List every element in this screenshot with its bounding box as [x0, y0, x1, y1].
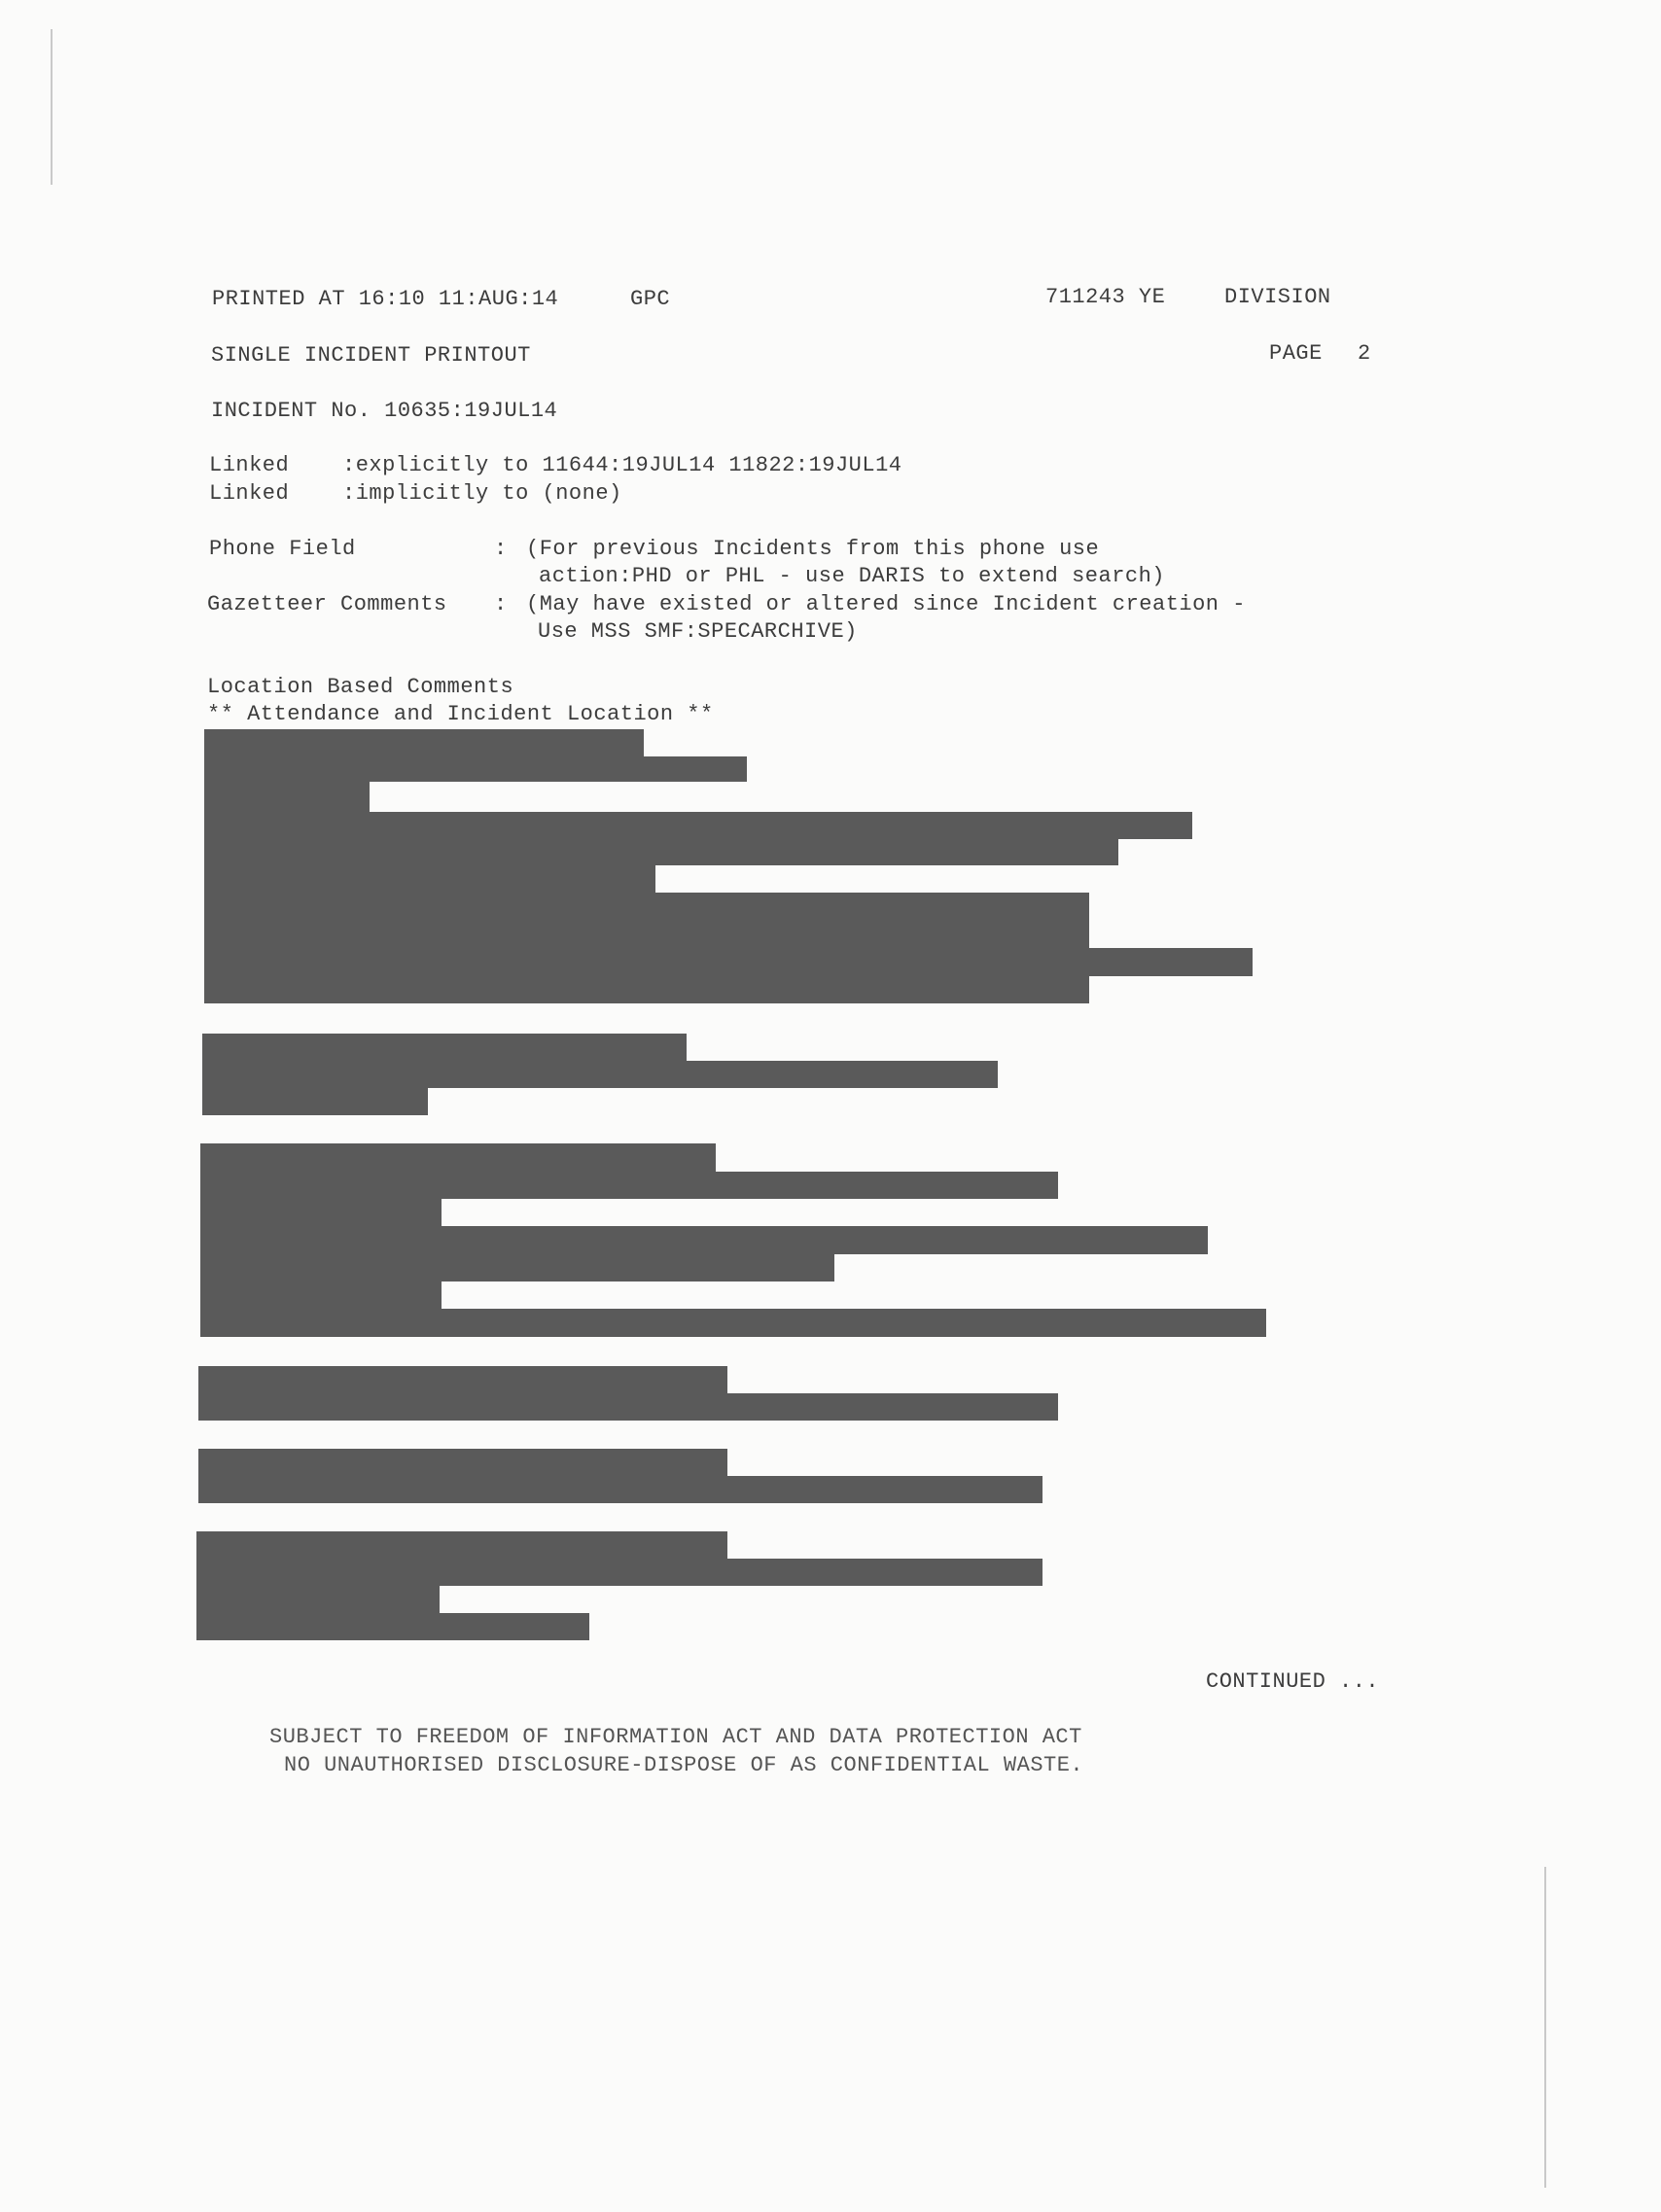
page-number: 2	[1358, 341, 1371, 366]
gazetteer-sep: :	[494, 592, 508, 616]
phone-field-sep: :	[494, 537, 508, 561]
continued-label: CONTINUED ...	[1206, 1669, 1380, 1694]
linked-explicit-text: :explicitly to 11644:19JUL14 11822:19JUL14	[342, 453, 902, 477]
gpc-label: GPC	[630, 287, 671, 311]
scan-edge-right	[1544, 1867, 1546, 2188]
linked-implicit-text: :implicitly to (none)	[342, 481, 622, 506]
incident-number: INCIDENT No. 10635:19JUL14	[211, 399, 558, 423]
document-title: SINGLE INCIDENT PRINTOUT	[211, 343, 531, 368]
gazetteer-label: Gazetteer Comments	[207, 592, 447, 616]
reference-number: 711243 YE	[1045, 285, 1166, 309]
scan-edge-left	[51, 29, 53, 185]
gazetteer-line1: (May have existed or altered since Incident creation -	[526, 592, 1246, 616]
page-label: PAGE	[1269, 341, 1323, 366]
phone-field-label: Phone Field	[209, 537, 356, 561]
gazetteer-line2: Use MSS SMF:SPECARCHIVE)	[538, 619, 858, 644]
division-label: DIVISION	[1224, 285, 1331, 309]
linked-implicit-label: Linked	[209, 481, 290, 506]
disclosure-notice-line2: NO UNAUTHORISED DISCLOSURE-DISPOSE OF AS CONFIDENTIAL WASTE.	[284, 1753, 1084, 1777]
phone-field-line2: action:PHD or PHL - use DARIS to extend search)	[539, 564, 1166, 588]
disclosure-notice-line1: SUBJECT TO FREEDOM OF INFORMATION ACT AND DATA PROTECTION ACT	[269, 1725, 1082, 1749]
printed-at: PRINTED AT 16:10 11:AUG:14	[212, 287, 559, 311]
phone-field-line1: (For previous Incidents from this phone use	[526, 537, 1100, 561]
location-heading: Location Based Comments	[207, 675, 514, 699]
location-subheading: ** Attendance and Incident Location **	[207, 702, 714, 726]
linked-explicit-label: Linked	[209, 453, 290, 477]
